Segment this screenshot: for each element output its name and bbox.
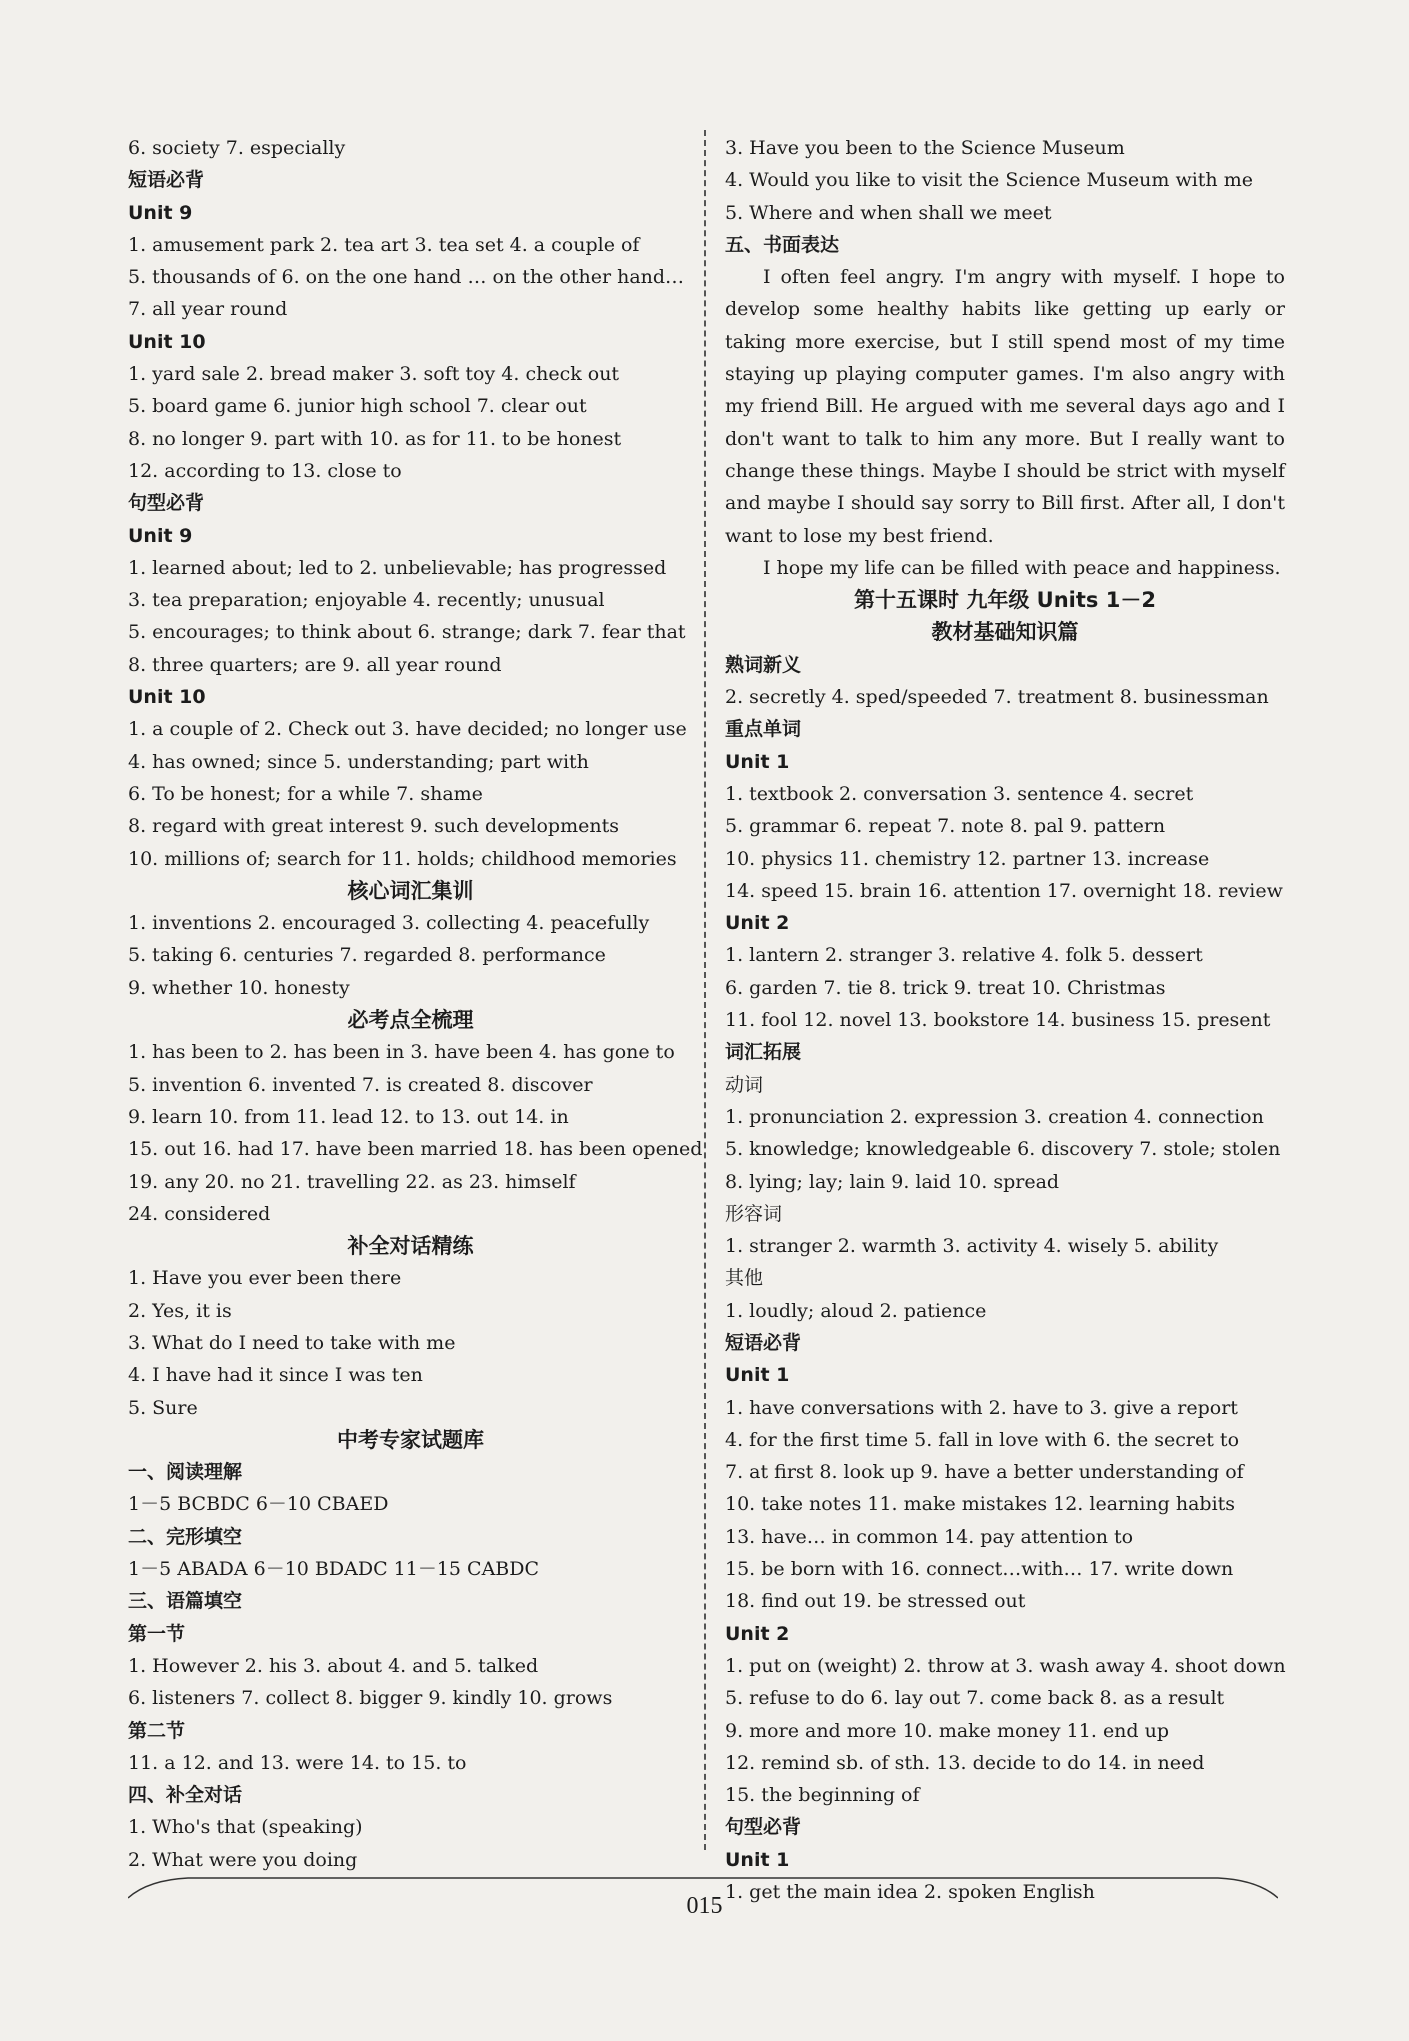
answer-line: 3. What do I need to take with me bbox=[128, 1331, 456, 1354]
answer-line: 5. refuse to do 6. lay out 7. come back 8. as a result bbox=[725, 1687, 1225, 1710]
answer-line: 4. I have had it since I was ten bbox=[128, 1364, 423, 1387]
section-heading: Unit 1 bbox=[725, 1848, 790, 1871]
answer-line: 12. according to 13. close to bbox=[128, 459, 402, 482]
answer-line: 2. secretly 4. sped/speeded 7. treatment 8. businessman bbox=[725, 686, 1269, 709]
right-column bbox=[725, 132, 1285, 1908]
section-heading: 第一节 bbox=[128, 1622, 186, 1645]
answer-line: 8. no longer 9. part with 10. as for 11. to be honest bbox=[128, 427, 622, 450]
answer-line: 10. take notes 11. make mistakes 12. learning habits bbox=[725, 1493, 1236, 1516]
answer-line: 5. encourages; to think about 6. strange; dark 7. fear that bbox=[128, 621, 686, 644]
answer-line: 15. the beginning of bbox=[725, 1784, 920, 1807]
section-heading: 教材基础知识篇 bbox=[931, 620, 1079, 645]
answer-line: 15. be born with 16. connect…with… 17. write down bbox=[725, 1558, 1234, 1581]
answer-line: 6. To be honest; for a while 7. shame bbox=[128, 782, 483, 805]
section-heading: 第十五课时 九年级 Units 1－2 bbox=[854, 588, 1156, 613]
answer-line: 14. speed 15. brain 16. attention 17. overnight 18. review bbox=[725, 879, 1283, 902]
answer-line: 1. a couple of 2. Check out 3. have decided; no longer use bbox=[128, 718, 687, 741]
answer-line: 7. all year round bbox=[128, 298, 288, 321]
section-heading: Unit 9 bbox=[128, 201, 193, 224]
answer-line: 其他 bbox=[725, 1267, 764, 1290]
answer-line: 8. regard with great interest 9. such developments bbox=[128, 815, 619, 838]
section-heading: 词汇拓展 bbox=[725, 1041, 802, 1064]
left-column bbox=[128, 132, 703, 1876]
section-heading: 熟词新义 bbox=[725, 653, 802, 676]
section-heading: 必考点全梳理 bbox=[347, 1008, 474, 1033]
answer-line: 1. However 2. his 3. about 4. and 5. talked bbox=[128, 1654, 539, 1677]
answer-line: 18. find out 19. be stressed out bbox=[725, 1590, 1026, 1613]
answer-line: 6. listeners 7. collect 8. bigger 9. kindly 10. grows bbox=[128, 1687, 613, 1710]
section-heading: 句型必背 bbox=[725, 1816, 802, 1839]
answer-line: 1. stranger 2. warmth 3. activity 4. wisely 5. ability bbox=[725, 1235, 1219, 1258]
answer-line: 1. have conversations with 2. have to 3. give a report bbox=[725, 1396, 1238, 1419]
answer-line: 11. fool 12. novel 13. bookstore 14. business 15. present bbox=[725, 1009, 1271, 1032]
answer-line: 15. out 16. had 17. have been married 18. has been opened bbox=[128, 1138, 703, 1161]
answer-line: 10. physics 11. chemistry 12. partner 13. increase bbox=[725, 847, 1210, 870]
section-heading: 第二节 bbox=[128, 1719, 186, 1742]
answer-line: 1－5 ABADA 6－10 BDADC 11－15 CABDC bbox=[128, 1558, 540, 1581]
section-heading: 核心词汇集训 bbox=[347, 878, 474, 903]
answer-line: 11. a 12. and 13. were 14. to 15. to bbox=[128, 1751, 467, 1774]
section-heading: 三、语篇填空 bbox=[128, 1590, 243, 1613]
section-heading: Unit 1 bbox=[725, 1364, 790, 1387]
answer-line: 9. learn 10. from 11. lead 12. to 13. out 14. in bbox=[128, 1105, 569, 1128]
section-heading: 五、书面表达 bbox=[725, 233, 840, 256]
answer-line: 9. whether 10. honesty bbox=[128, 976, 350, 999]
right-bottom-lines bbox=[725, 584, 1285, 1908]
answer-line: 1. textbook 2. conversation 3. sentence 4. secret bbox=[725, 782, 1194, 805]
section-heading: Unit 10 bbox=[128, 686, 206, 709]
answer-line: 5. thousands of 6. on the one hand … on the other hand… bbox=[128, 266, 685, 289]
answer-line: 1. inventions 2. encouraged 3. collecting 4. peacefully bbox=[128, 912, 650, 935]
right-top-lines bbox=[725, 132, 1285, 261]
answer-line: 5. Where and when shall we meet bbox=[725, 201, 1052, 224]
answer-line: 13. have… in common 14. pay attention to bbox=[725, 1525, 1134, 1548]
answer-line: 1. amusement park 2. tea art 3. tea set 4. a couple of bbox=[128, 233, 640, 256]
answer-line: 5. grammar 6. repeat 7. note 8. pal 9. pattern bbox=[725, 815, 1166, 838]
section-heading: 四、补全对话 bbox=[128, 1784, 243, 1807]
section-heading: Unit 9 bbox=[128, 524, 193, 547]
answer-line: 5. invention 6. invented 7. is created 8. discover bbox=[128, 1073, 593, 1096]
answer-line: 1. learned about; led to 2. unbelievable; has progressed bbox=[128, 556, 667, 579]
answer-line: 7. at first 8. look up 9. have a better understanding of bbox=[725, 1461, 1244, 1484]
answer-line: 1. get the main idea 2. spoken English bbox=[725, 1881, 1095, 1904]
answer-line: 5. board game 6. junior high school 7. clear out bbox=[128, 395, 587, 418]
answer-line: 2. What were you doing bbox=[128, 1848, 358, 1871]
answer-line: 8. three quarters; are 9. all year round bbox=[128, 653, 502, 676]
section-heading: Unit 1 bbox=[725, 750, 790, 773]
answer-line: 1. loudly; aloud 2. patience bbox=[725, 1299, 987, 1322]
section-heading: 短语必背 bbox=[725, 1331, 802, 1354]
answer-line: 1. lantern 2. stranger 3. relative 4. folk 5. dessert bbox=[725, 944, 1203, 967]
answer-line: 1. Who's that (speaking) bbox=[128, 1816, 363, 1839]
answer-line: 6. garden 7. tie 8. trick 9. treat 10. Christmas bbox=[725, 976, 1166, 999]
answer-line: 24. considered bbox=[128, 1202, 271, 1225]
section-heading: 重点单词 bbox=[725, 718, 802, 741]
column-divider bbox=[704, 130, 706, 1850]
section-heading: Unit 2 bbox=[725, 1622, 790, 1645]
section-heading: 一、阅读理解 bbox=[128, 1461, 243, 1484]
answer-line: 12. remind sb. of sth. 13. decide to do 14. in need bbox=[725, 1751, 1205, 1774]
answer-line: 19. any 20. no 21. travelling 22. as 23. himself bbox=[128, 1170, 576, 1193]
answer-line: 1. pronunciation 2. expression 3. creation 4. connection bbox=[725, 1105, 1264, 1128]
answer-line: 动词 bbox=[725, 1073, 764, 1096]
answer-line: 8. lying; lay; lain 9. laid 10. spread bbox=[725, 1170, 1060, 1193]
essay-paragraph-2: I hope my life can be filled with peace and happiness. bbox=[763, 556, 1281, 579]
answer-line: 5. taking 6. centuries 7. regarded 8. performance bbox=[128, 944, 606, 967]
page-number: 015 bbox=[686, 1893, 723, 1919]
essay-paragraph-1: I often feel angry. I'm angry with myself. I hope to develop some healthy habits like getting up early or taking more exercise, but I still spend most of my time staying up playing computer games. I'm also angry with my friend Bill. He argued with me several days ago and I don't want to talk to him any more. But I really want to change these things. Maybe I should be strict with myself and maybe I should say sorry to Bill first. After all, I don't want to lose my best friend. bbox=[725, 266, 1285, 547]
answer-line: 1. Have you ever been there bbox=[128, 1267, 402, 1290]
section-heading: 中考专家试题库 bbox=[337, 1427, 484, 1452]
section-heading: 短语必背 bbox=[128, 169, 205, 192]
answer-line: 5. knowledge; knowledgeable 6. discovery 7. stole; stolen bbox=[725, 1138, 1281, 1161]
answer-line: 3. tea preparation; enjoyable 4. recently; unusual bbox=[128, 589, 605, 612]
answer-line: 5. Sure bbox=[128, 1396, 198, 1419]
answer-line: 4. Would you like to visit the Science Museum with me bbox=[725, 169, 1253, 192]
answer-line: 2. Yes, it is bbox=[128, 1299, 232, 1322]
section-heading: 句型必背 bbox=[128, 492, 205, 515]
answer-line: 9. more and more 10. make money 11. end up bbox=[725, 1719, 1170, 1742]
answer-line: 4. has owned; since 5. understanding; part with bbox=[128, 750, 589, 773]
writing-sample bbox=[725, 261, 1285, 584]
answer-line: 1. yard sale 2. bread maker 3. soft toy 4. check out bbox=[128, 363, 620, 386]
section-heading: 补全对话精练 bbox=[347, 1234, 474, 1259]
section-heading: 二、完形填空 bbox=[128, 1525, 243, 1548]
answer-line: 6. society 7. especially bbox=[128, 137, 346, 159]
section-heading: Unit 10 bbox=[128, 330, 206, 353]
answer-line: 10. millions of; search for 11. holds; childhood memories bbox=[128, 847, 677, 870]
answer-line: 1－5 BCBDC 6－10 CBAED bbox=[128, 1493, 389, 1516]
answer-line: 4. for the first time 5. fall in love with 6. the secret to bbox=[725, 1428, 1240, 1451]
answer-line: 形容词 bbox=[725, 1202, 783, 1225]
section-heading: Unit 2 bbox=[725, 912, 790, 935]
answer-line: 3. Have you been to the Science Museum bbox=[725, 137, 1125, 159]
answer-line: 1. put on (weight) 2. throw at 3. wash away 4. shoot down bbox=[725, 1654, 1286, 1677]
answer-line: 1. has been to 2. has been in 3. have been 4. has gone to bbox=[128, 1041, 675, 1064]
